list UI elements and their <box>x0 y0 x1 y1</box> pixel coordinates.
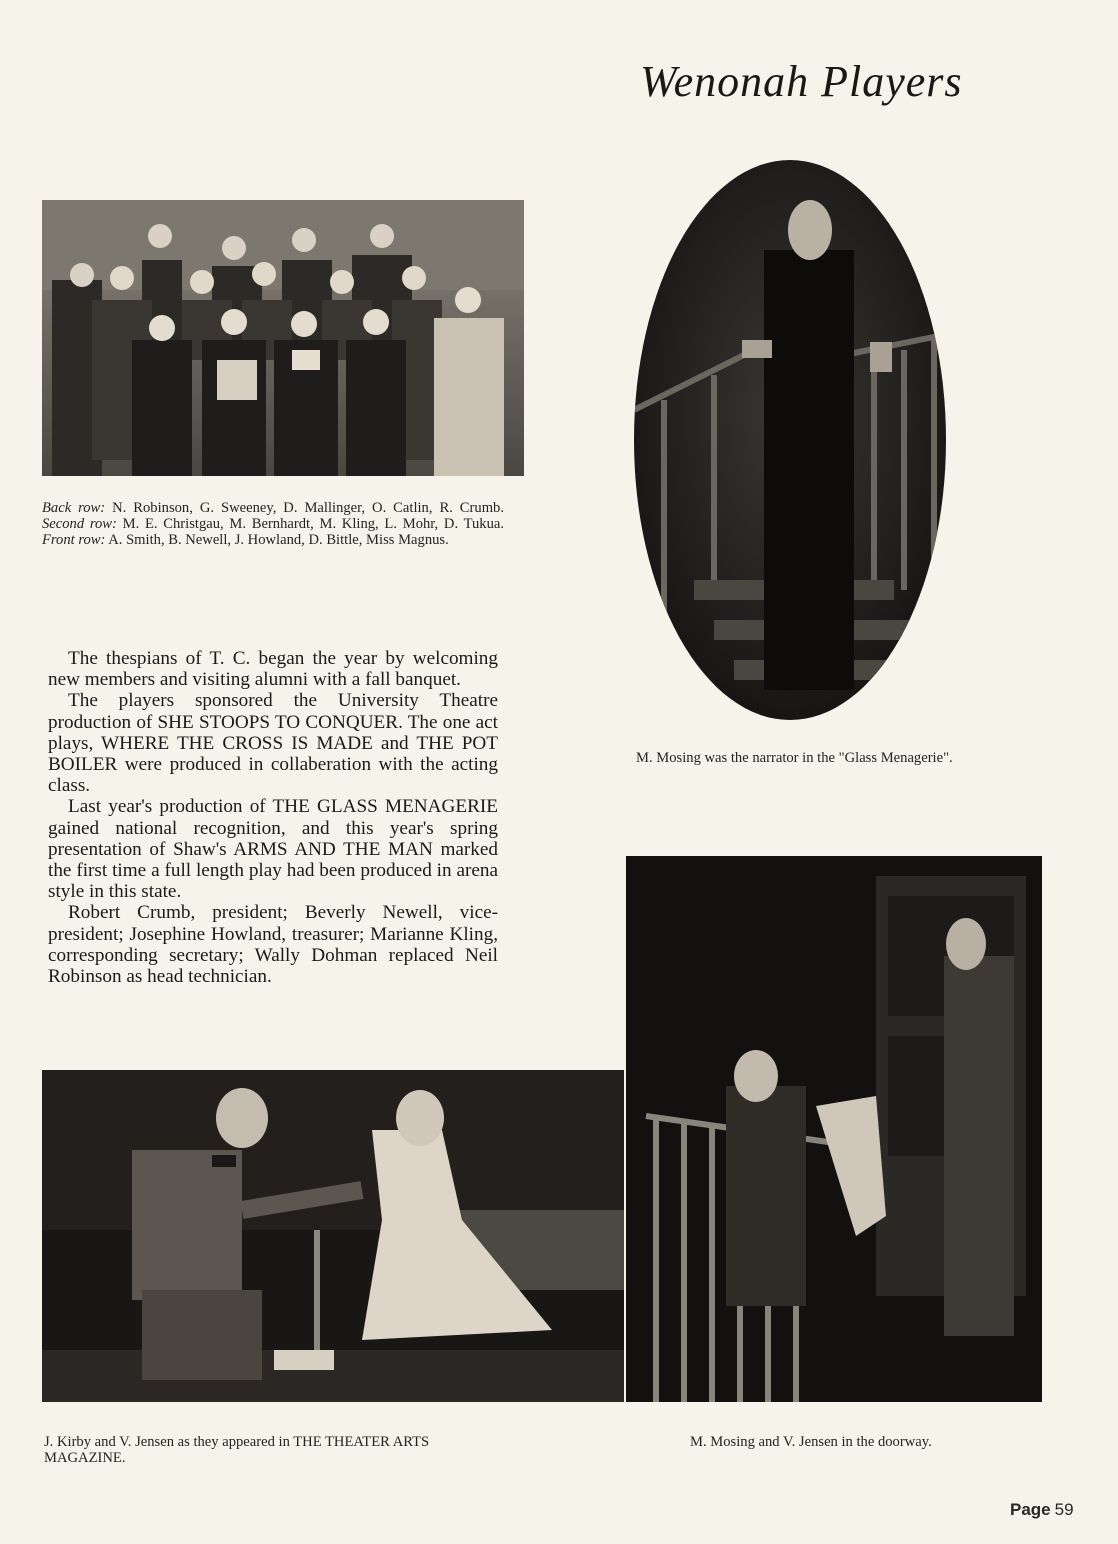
second-row-names: M. E. Christgau, M. Bernhardt, M. Kling, L. Mohr, D. Tukua. <box>116 516 504 532</box>
body-paragraph: Robert Crumb, president; Beverly Newell, vice-president; Josephine Howland, treasurer; Marianne Kling, corresponding secretary; Wally Dohman replaced Neil Robinson as head technician. <box>48 902 498 988</box>
doorway-photo <box>626 856 1042 1402</box>
narrator-photo-image <box>634 160 946 720</box>
body-paragraph: The players sponsored the University Theatre production of SHE STOOPS TO CONQUER. The one act plays, WHERE THE CROSS IS MADE and THE POT BOILER were produced in collaberation with the acting class. <box>48 690 498 797</box>
article-body <box>48 648 498 987</box>
group-photo-caption <box>42 500 504 548</box>
group-photo <box>42 200 524 476</box>
narrator-photo <box>634 160 946 720</box>
page-title: Wenonah Players <box>640 57 963 106</box>
page-number <box>1010 1500 1074 1520</box>
body-paragraph: The thespians of T. C. began the year by welcoming new members and visiting alumni with a fall banquet. <box>48 648 498 691</box>
page-number-value: 59 <box>1054 1500 1074 1519</box>
narrator-photo-caption: M. Mosing was the narrator in the "Glass Menagerie". <box>636 750 953 766</box>
kirby-jensen-photo <box>42 1070 624 1402</box>
back-row-label: Back row: <box>42 500 106 516</box>
group-photo-image <box>42 200 524 476</box>
second-row-label: Second row: <box>42 516 117 532</box>
kirby-jensen-photo-caption: J. Kirby and V. Jensen as they appeared in THE THEATER ARTS MAGAZINE. <box>44 1434 430 1466</box>
doorway-photo-image <box>626 856 1042 1402</box>
doorway-photo-caption: M. Mosing and V. Jensen in the doorway. <box>690 1434 932 1450</box>
back-row-names: N. Robinson, G. Sweeney, D. Mallinger, O. Catlin, R. Crumb. <box>105 500 504 516</box>
front-row-label: Front row: <box>42 532 106 548</box>
body-paragraph: Last year's production of THE GLASS MENAGERIE gained national recognition, and this year's spring presentation of Shaw's ARMS AND THE MAN marked the first time a full length play had been produced in arena style in this state. <box>48 796 498 903</box>
front-row-names: A. Smith, B. Newell, J. Howland, D. Bittle, Miss Magnus. <box>105 532 449 548</box>
kirby-jensen-photo-image <box>42 1070 624 1402</box>
page-number-label: Page <box>1010 1500 1051 1519</box>
